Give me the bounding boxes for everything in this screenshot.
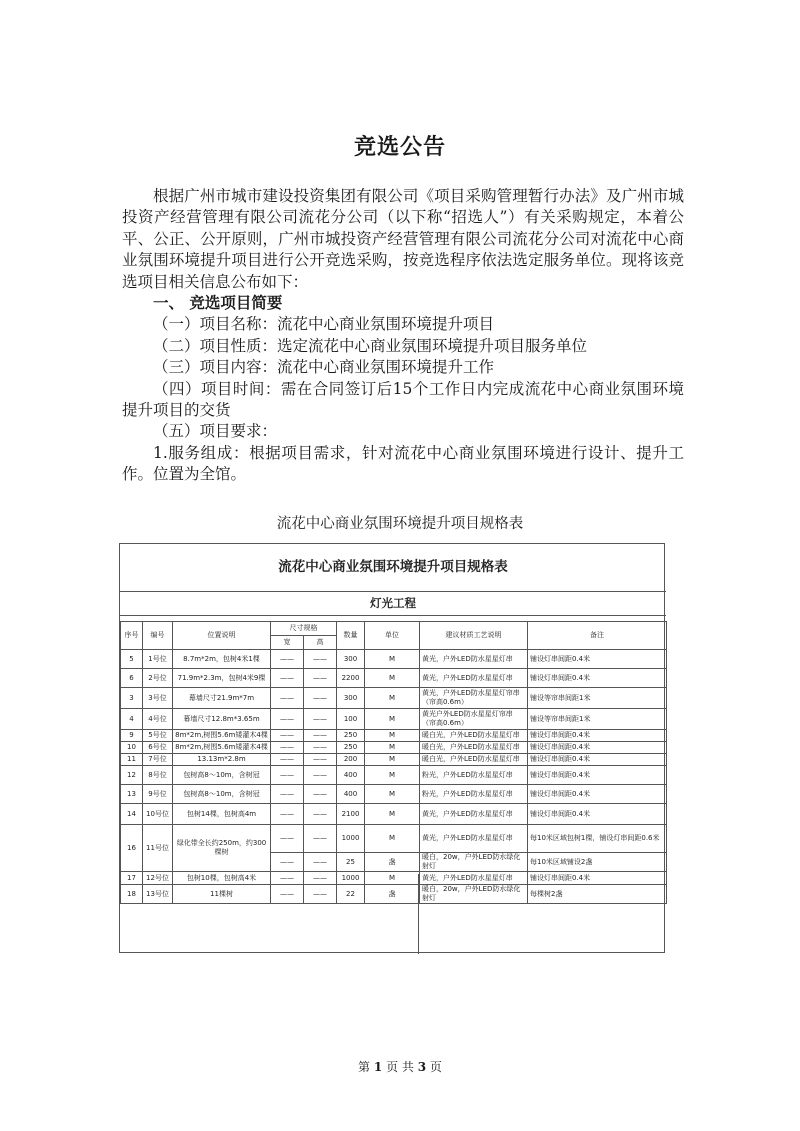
spec-sheet-subtitle: 灯光工程 <box>120 591 666 616</box>
item-nature: （二）项目性质：选定流花中心商业氛围环境提升项目服务单位 <box>153 336 588 355</box>
table-row: 11 7号位 13.13m*2.8m —— —— 200 M 暖白光，户外LED防水星星灯串 铺设灯串间距0.4米 <box>121 754 667 766</box>
table-row: 14 10号位 包树14棵，包树高4m —— —— 2100 M 黄光，户外LED防水星星灯串 铺设灯串间距0.4米 <box>121 804 667 825</box>
table-row: 4 4号位 幕墙尺寸12.8m*3.65m —— —— 100 M 黄光户外LED防水星星灯帘串（帘高0.6m） 铺设等帘串间距1米 <box>121 709 667 730</box>
announcement-body <box>122 186 684 486</box>
table-row: 10 6号位 8m*2m,树围5.6m矮灌木4棵 —— —— 250 M 暖白光，户外LED防水星星灯串 铺设灯串间距0.4米 <box>121 742 667 754</box>
item-content: （三）项目内容：流花中心商业氛围环境提升工作 <box>153 358 495 377</box>
requirement-1: 1.服务组成：根据项目需求，针对流花中心商业氛围环境进行设计、提升工作。位置为全馆。 <box>122 443 684 484</box>
table-row: 3 3号位 幕墙尺寸21.9m*7m —— —— 300 M 黄光，户外LED防水星星灯帘串（帘高0.6m） 铺设等帘串间距1米 <box>121 688 667 709</box>
header-desc: 位置说明 <box>173 622 271 650</box>
page-title: 竞选公告 <box>353 135 446 160</box>
header-no: 序号 <box>121 622 143 650</box>
header-code: 编号 <box>143 622 173 650</box>
spec-sheet <box>119 543 665 953</box>
table-row: 12 8号位 包树高8～10m，含树冠 —— —— 400 M 粉光，户外LED防水星星灯串 铺设灯串间距0.4米 <box>121 766 667 785</box>
section-heading: 一、 竞选项目简要 <box>153 294 283 313</box>
spec-table <box>120 621 667 904</box>
intro-paragraph: 根据广州市城市建设投资集团有限公司《项目采购管理暂行办法》及广州市城投资产经营管理有限公司流花分公司（以下称“招选人”）有关采购规定，本着公平、公正、公开原则，广州市城投资产经营管理有限公司流花分公司对流花中心商业氛围环境提升项目进行公开竞选采购，按竞选程序依法选定服务单位。现将该竞选项目相关信息公布如下： <box>122 187 684 291</box>
header-qty: 数量 <box>337 622 365 650</box>
table-row: 9 5号位 8m*2m,树围5.6m矮灌木4棵 —— —— 250 M 暖白光，户外LED防水星星灯串 铺设灯串间距0.4米 <box>121 730 667 742</box>
table-row: —— —— 25 盏 暖白，20w，户外LED防水绿化射灯 每10米区域铺设2盏 <box>121 853 667 872</box>
table-caption: 流花中心商业氛围环境提升项目规格表 <box>276 516 524 532</box>
table-row: 17 12号位 包树10棵，包树高4米 —— —— 1000 M 黄光，户外LED防水星星灯串 铺设灯串间距0.4米 <box>121 872 667 885</box>
table-row: 16 11号位 绿化带全长约250m，约300棵树 —— —— 1000 M 黄光，户外LED防水星星灯串 每10米区域包树1棵，铺设灯串间距0.6米 <box>121 825 667 853</box>
header-size: 尺寸规格 <box>271 622 337 636</box>
header-height: 高 <box>304 636 337 650</box>
item-requirements: （五）项目要求： <box>153 422 278 441</box>
item-name: （一）项目名称：流花中心商业氛围环境提升项目 <box>153 315 495 334</box>
page-footer: 第 1 页 共 3 页 <box>358 1060 442 1074</box>
sheet-divider <box>418 874 419 954</box>
header-unit: 单位 <box>365 622 420 650</box>
table-row: 5 1号位 8.7m*2m，包树4米1棵 —— —— 300 M 黄光，户外LED防水星星灯串 铺设灯串间距0.4米 <box>121 650 667 669</box>
item-time: （四）项目时间：需在合同签订后15个工作日内完成流花中心商业氛围环境提升项目的交货 <box>122 379 684 420</box>
table-row: 13 9号位 包树高8～10m，含树冠 —— —— 400 M 粉光，户外LED防水星星灯串 铺设灯串间距0.4米 <box>121 785 667 804</box>
page-total: 3 <box>417 1060 427 1074</box>
page-number: 1 <box>373 1060 383 1074</box>
header-material: 建议材质工艺说明 <box>420 622 528 650</box>
table-row: 6 2号位 71.9m*2.3m，包树4米9棵 —— —— 2200 M 黄光，户外LED防水星星灯串 铺设灯串间距0.4米 <box>121 669 667 688</box>
header-note: 备注 <box>528 622 667 650</box>
spec-sheet-title: 流花中心商业氛围环境提升项目规格表 <box>120 544 666 592</box>
header-width: 宽 <box>271 636 304 650</box>
table-row: 18 13号位 11棵树 —— —— 22 盏 暖白，20w，户外LED防水绿化射灯 每棵树2盏 <box>121 885 667 904</box>
